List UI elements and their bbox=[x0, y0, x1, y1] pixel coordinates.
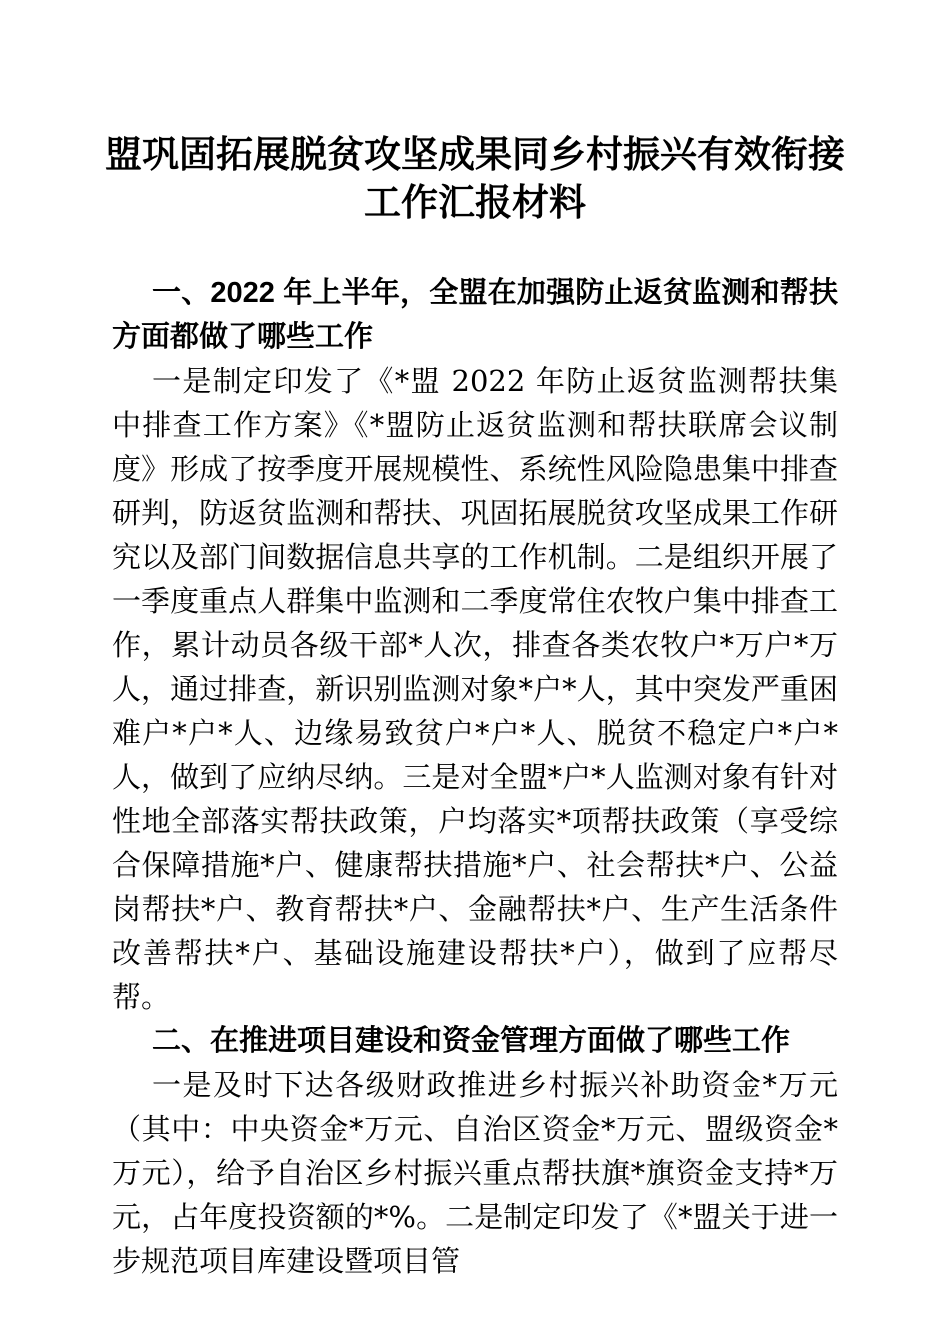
section-1-paragraph: 一是制定印发了《*盟 2022 年防止返贫监测帮扶集中排查工作方案》《*盟防止返贫监测和帮扶联席会议制度》形成了按季度开展规模性、系统性风险隐患集中排查研判，防返贫监测和帮扶、巩固拓展脱贫攻坚成果工作研究以及部门间数据信息共享的工作机制。二是组织开展了一季度重点人群集中监测和二季度常住农牧户集中排查工作，累计动员各级干部*人次，排查各类农牧户*万户*万人，通过排查，新识别监测对象*户*人，其中突发严重困难户*户*人、边缘易致贫户*户*人、脱贫不稳定户*户*人，做到了应纳尽纳。三是对全盟*户*人监测对象有针对性地全部落实帮扶政策，户均落实*项帮扶政策（享受综合保障措施*户、健康帮扶措施*户、社会帮扶*户、公益岗帮扶*户、教育帮扶*户、金融帮扶*户、生产生活条件改善帮扶*户、基础设施建设帮扶*户），做到了应帮尽帮。 bbox=[112, 364, 838, 1014]
section-project-funds bbox=[112, 1019, 838, 1283]
section-1-heading: 一、2022 年上半年，全盟在加强防止返贫监测和帮扶方面都做了哪些工作 bbox=[112, 277, 838, 353]
document-title-line-1: 盟巩固拓展脱贫攻坚成果同乡村振兴有效衔接 bbox=[105, 132, 845, 176]
document-title-line-2: 工作汇报材料 bbox=[364, 180, 586, 224]
document-title bbox=[96, 130, 854, 226]
section-monitoring-assistance bbox=[112, 271, 838, 1019]
section-2-heading: 二、在推进项目建设和资金管理方面做了哪些工作 bbox=[152, 1025, 791, 1057]
section-2-paragraph: 一是及时下达各级财政推进乡村振兴补助资金*万元（其中：中央资金*万元、自治区资金*万元、盟级资金*万元），给予自治区乡村振兴重点帮扶旗*旗资金支持*万元，占年度投资额的*%。二是制定印发了《*盟关于进一步规范项目库建设暨项目管 bbox=[112, 1068, 838, 1278]
